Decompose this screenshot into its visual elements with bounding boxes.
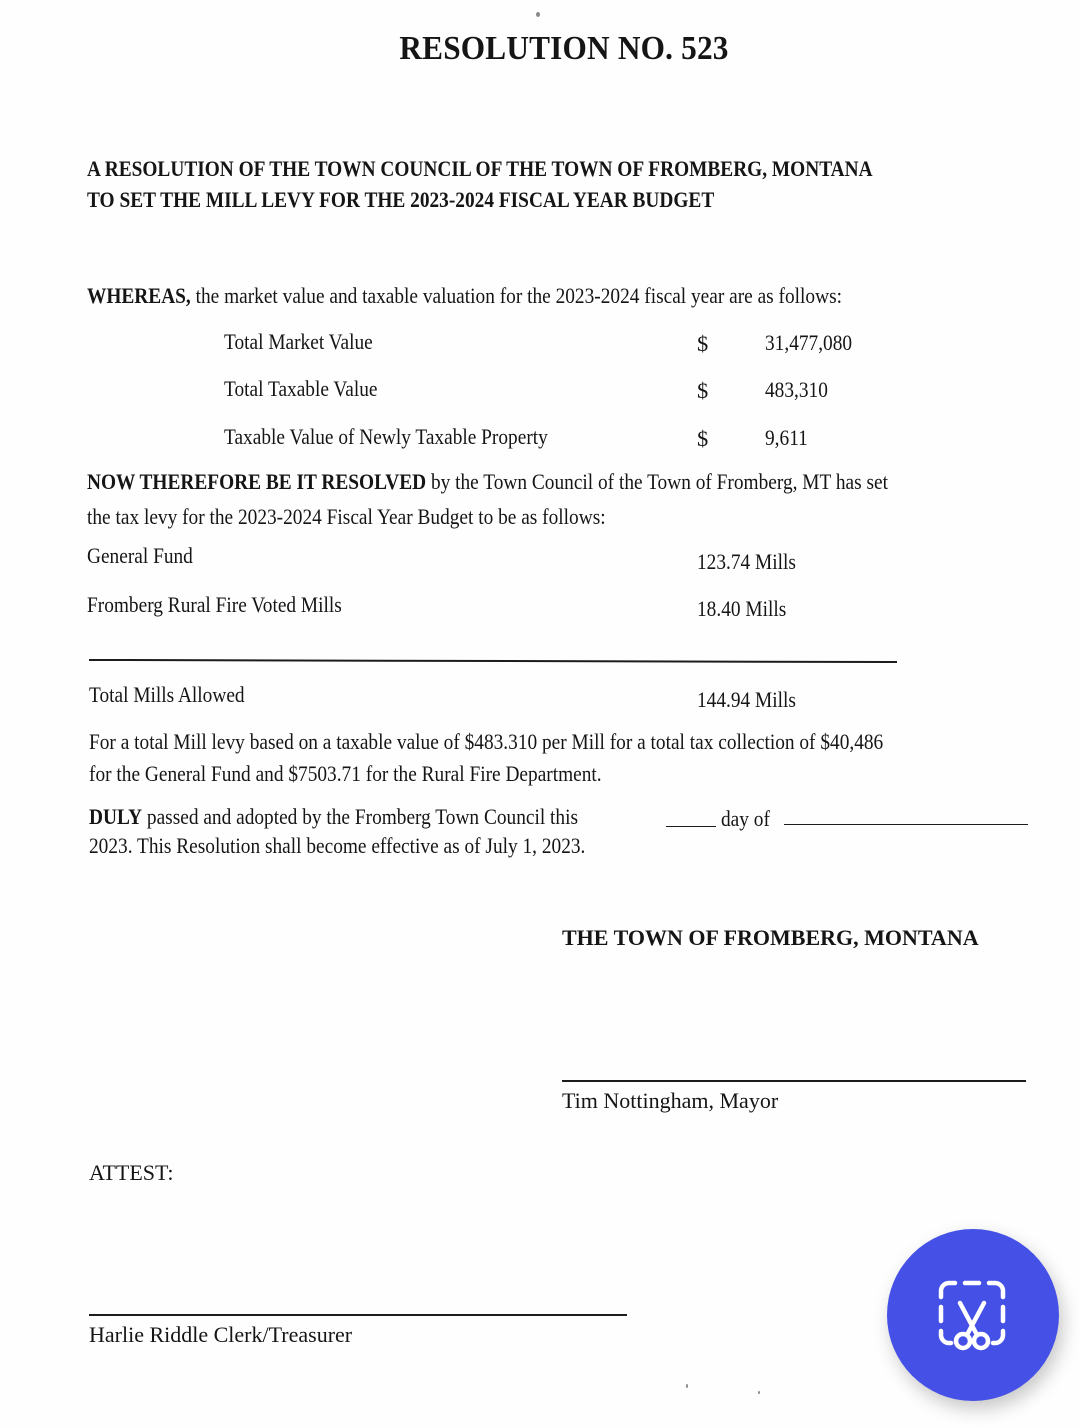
whereas-lead: WHEREAS, (87, 283, 191, 308)
whereas-paragraph (87, 283, 842, 309)
resolved-line-1 (87, 469, 888, 495)
resolved-line-2: the tax levy for the 2023-2024 Fiscal Year Budget to be as follows: (87, 504, 606, 529)
valuation-label: Taxable Value of Newly Taxable Property (224, 424, 548, 449)
levy-value: 18.40 Mills (697, 596, 787, 621)
mayor-name: Tim Nottingham, Mayor (562, 1088, 779, 1113)
duly-lead: DULY (89, 804, 143, 829)
duly-text: passed and adopted by the Fromberg Town Council this (142, 804, 579, 829)
valuation-currency: $ (697, 331, 709, 356)
resolved-lead: NOW THEREFORE BE IT RESOLVED (87, 469, 427, 494)
scan-speck (686, 1384, 688, 1388)
clerk-signature-line (89, 1314, 627, 1316)
day-blank-field (666, 826, 716, 827)
sum-divider-line (89, 659, 897, 663)
collection-line-2: for the General Fund and $7503.71 for the Rural Fire Department. (89, 761, 602, 786)
day-of-label: day of (721, 806, 770, 831)
clerk-name: Harlie Riddle Clerk/Treasurer (89, 1322, 353, 1347)
collection-line-1: For a total Mill levy based on a taxable value of $483.310 per Mill for a total tax collection of $40,486 (89, 729, 884, 754)
screenshot-crop-button[interactable] (887, 1229, 1059, 1401)
mayor-signature-line (562, 1080, 1026, 1082)
duly-line-2: 2023. This Resolution shall become effective as of July 1, 2023. (89, 833, 586, 858)
valuation-label: Total Market Value (224, 329, 373, 354)
levy-label: General Fund (87, 543, 193, 568)
month-blank-field (784, 824, 1028, 825)
heading-line-1: A RESOLUTION OF THE TOWN COUNCIL OF THE TOWN OF FROMBERG, MONTANA (87, 156, 873, 181)
heading-line-2: TO SET THE MILL LEVY FOR THE 2023-2024 FISCAL YEAR BUDGET (87, 187, 715, 212)
duly-line-1 (89, 804, 578, 830)
levy-label: Fromberg Rural Fire Voted Mills (87, 592, 342, 617)
resolution-title: RESOLUTION NO. 523 (399, 30, 729, 67)
valuation-value: 483,310 (765, 377, 828, 402)
attest-label: ATTEST: (89, 1160, 174, 1185)
levy-value: 123.74 Mills (697, 549, 796, 574)
valuation-label: Total Taxable Value (224, 376, 378, 401)
town-entity-name: THE TOWN OF FROMBERG, MONTANA (562, 925, 979, 950)
scan-speck (758, 1391, 760, 1394)
screenshot-crop-scissors-icon (933, 1275, 1013, 1355)
valuation-currency: $ (697, 378, 709, 403)
total-mills-label: Total Mills Allowed (89, 682, 245, 707)
scan-speck (536, 12, 540, 17)
valuation-value: 31,477,080 (765, 330, 853, 355)
whereas-text: the market value and taxable valuation for the 2023-2024 fiscal year are as follows: (190, 283, 842, 308)
valuation-value: 9,611 (765, 425, 808, 450)
resolved-text: by the Town Council of the Town of Fromberg, MT has set (426, 469, 888, 494)
valuation-currency: $ (697, 426, 709, 451)
total-mills-value: 144.94 Mills (697, 687, 796, 712)
